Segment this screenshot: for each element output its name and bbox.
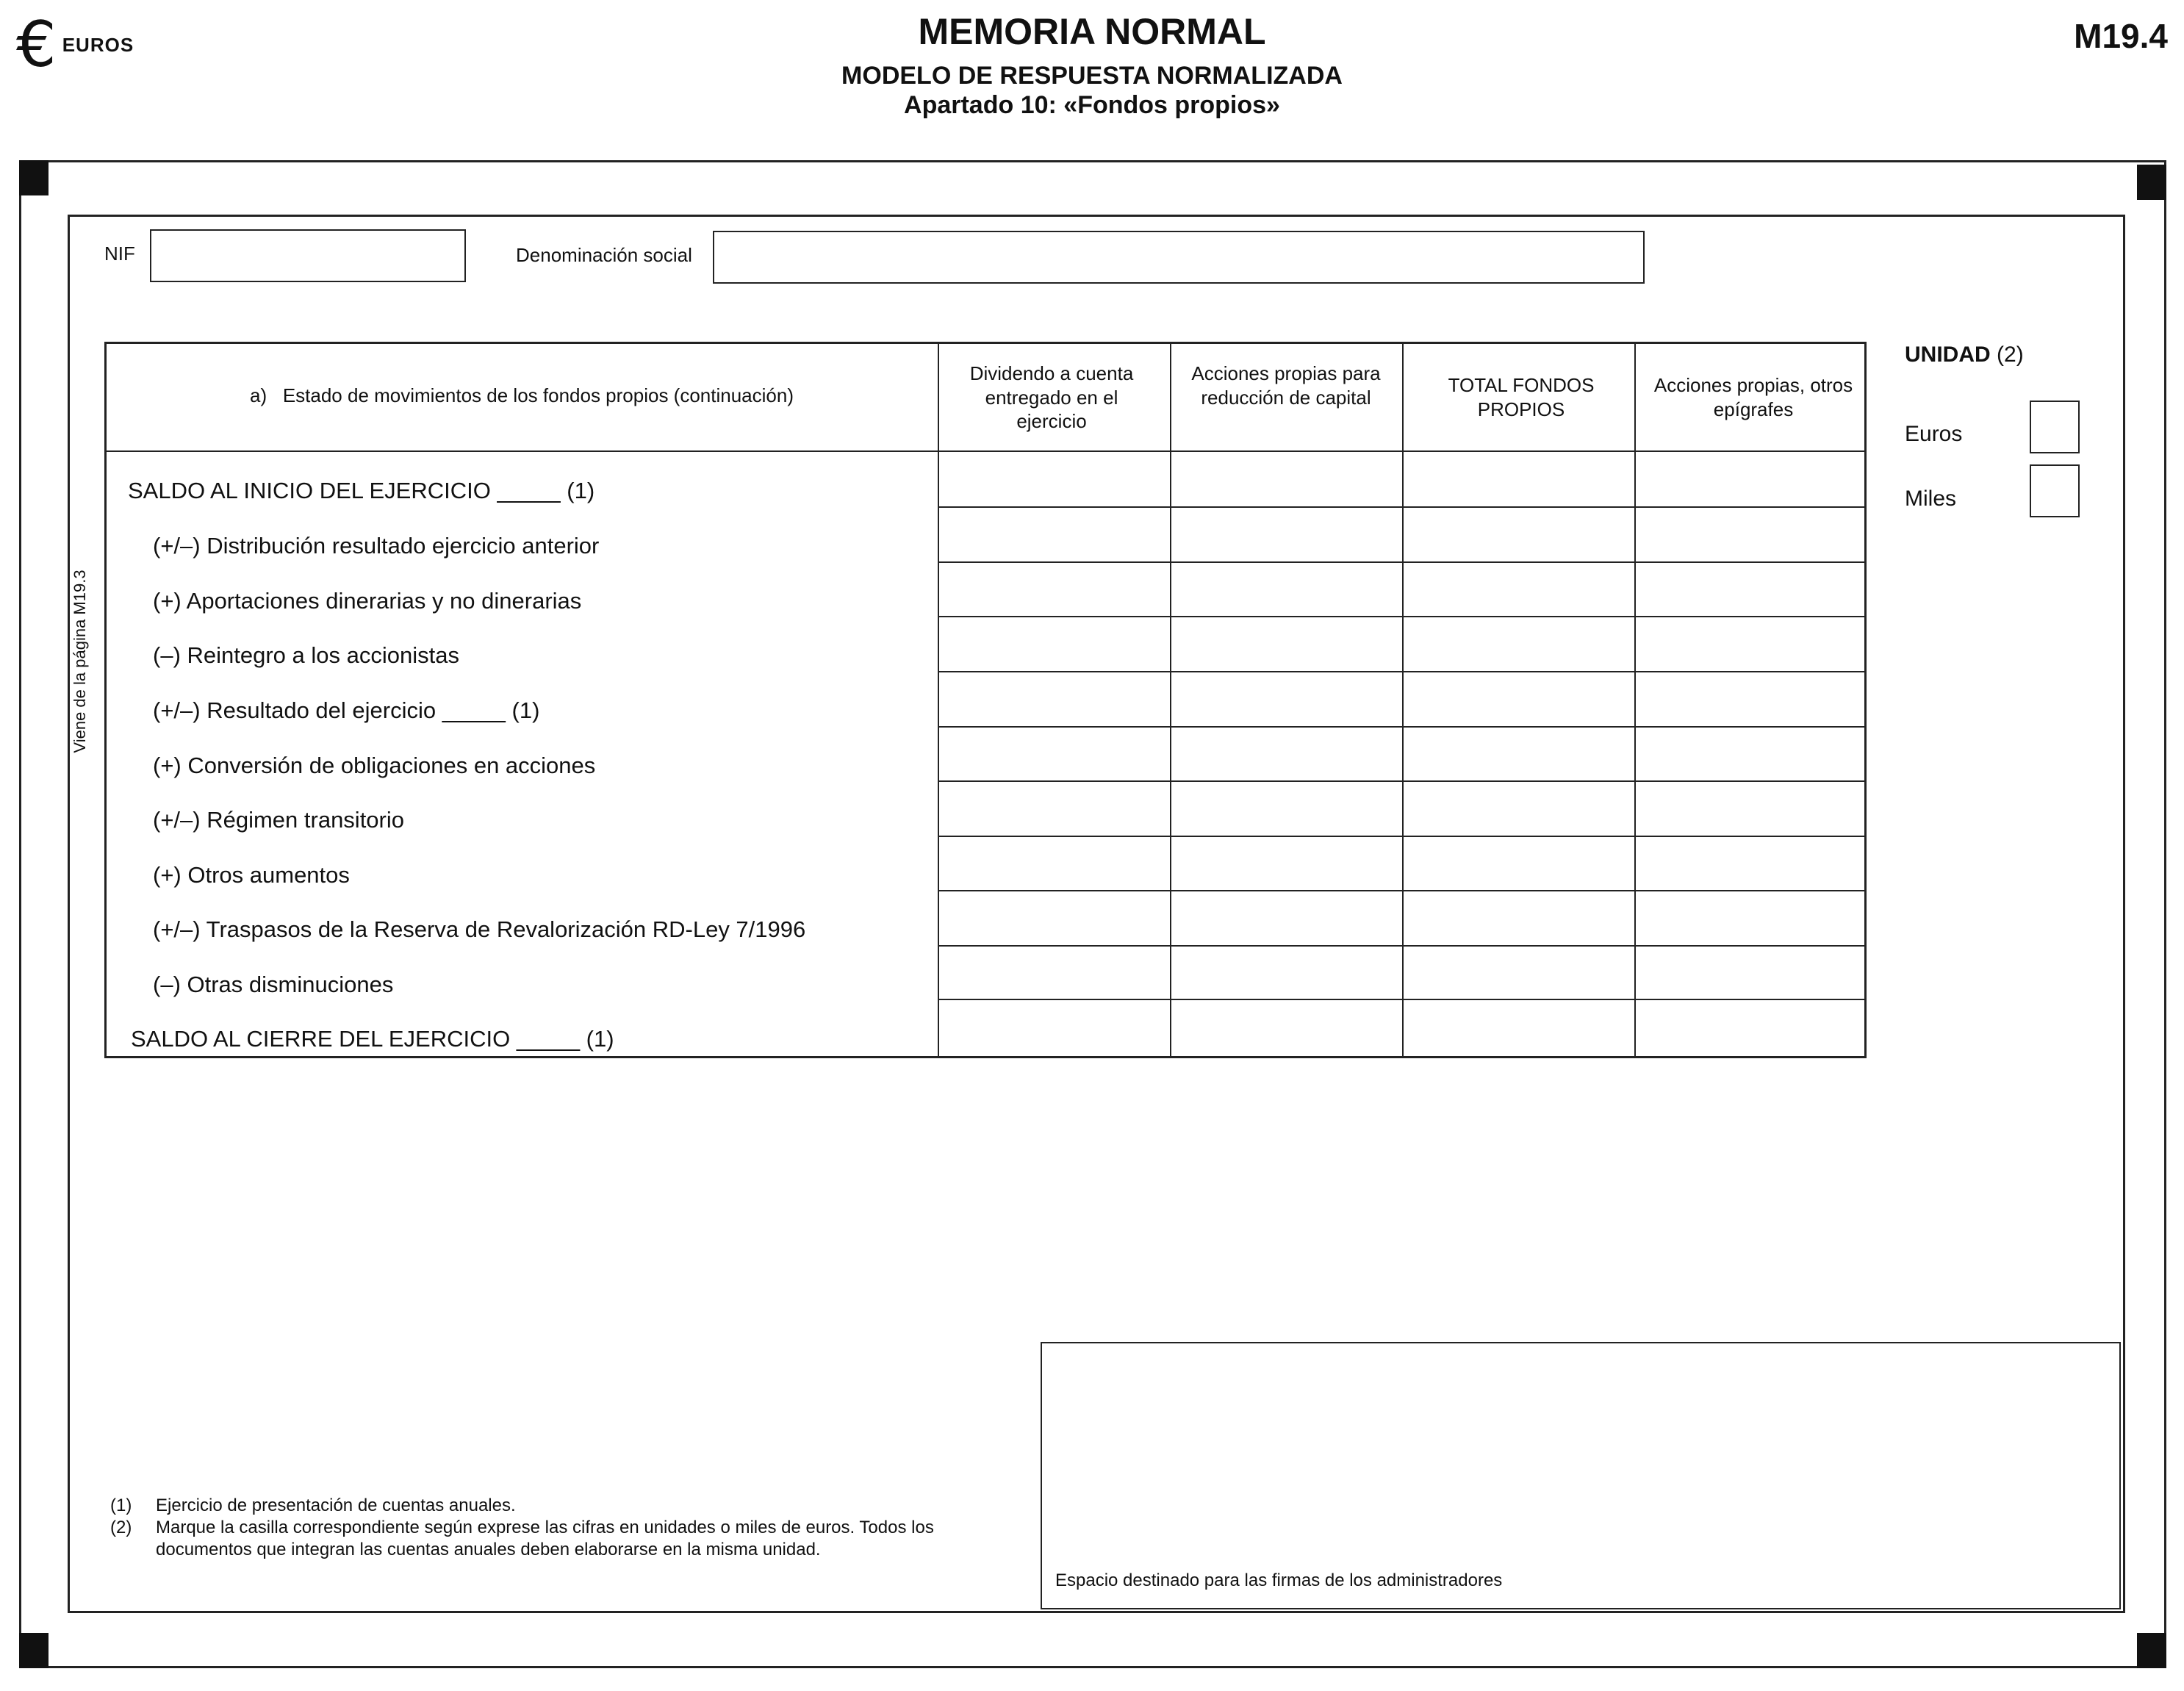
registration-mark-top-left xyxy=(19,160,49,195)
column-divider xyxy=(1170,342,1171,1058)
row-label-resultado: (+/–) Resultado del ejercicio _____ (1) xyxy=(153,697,540,723)
row-divider xyxy=(938,945,1867,947)
row-label-saldo-inicio: SALDO AL INICIO DEL EJERCICIO _____ (1) xyxy=(128,478,595,503)
row-divider xyxy=(938,890,1867,891)
row-divider xyxy=(938,506,1867,508)
row-label-reintegro: (–) Reintegro a los accionistas xyxy=(153,642,459,668)
footnote-item xyxy=(110,1517,1014,1561)
header-separator xyxy=(104,450,1867,452)
column-divider xyxy=(1634,342,1636,1058)
row-label-saldo-cierre: SALDO AL CIERRE DEL EJERCICIO _____ (1) xyxy=(131,1026,614,1052)
column-divider xyxy=(938,342,939,1058)
euros-checkbox[interactable] xyxy=(2030,401,2080,453)
row-divider xyxy=(938,780,1867,782)
footnote-text: Marque la casilla correspondiente según exprese las cifras en unidades o miles de euros. Todos los documentos que integran las cuentas anuales deben elaborarse en la misma unidad. xyxy=(156,1518,934,1559)
row-label-otras-disminuciones: (–) Otras disminuciones xyxy=(153,972,394,997)
form-subtitle: MODELO DE RESPUESTA NORMALIZADA xyxy=(841,62,1343,90)
unidad-label: UNIDAD xyxy=(1905,342,1991,367)
row-divider xyxy=(938,726,1867,728)
unit-option-miles: Miles xyxy=(1905,487,1957,511)
page-code: M19.4 xyxy=(2074,17,2168,55)
registration-mark-top-right xyxy=(2137,165,2166,200)
nif-field[interactable] xyxy=(150,229,466,282)
row-divider xyxy=(938,561,1867,563)
column-header-acciones-otros: Acciones propias, otros epígrafes xyxy=(1653,374,1853,420)
nif-label: NIF xyxy=(104,243,135,265)
denominacion-field[interactable] xyxy=(713,231,1645,284)
registration-mark-bottom-left xyxy=(19,1633,49,1668)
form-title: MEMORIA NORMAL xyxy=(918,11,1266,52)
registration-mark-bottom-right xyxy=(2137,1633,2166,1668)
signature-label: Espacio destinado para las firmas de los administradores xyxy=(1055,1570,1503,1590)
column-header-acciones-reduccion: Acciones propias para reducción de capital xyxy=(1191,362,1381,409)
row-divider xyxy=(938,671,1867,672)
footnote-text: Ejercicio de presentación de cuentas anuales. xyxy=(156,1496,516,1515)
unidad-note-ref: (2) xyxy=(1997,342,2024,367)
miles-checkbox[interactable] xyxy=(2030,464,2080,517)
signature-area[interactable] xyxy=(1041,1342,2121,1609)
column-divider xyxy=(1402,342,1404,1058)
row-label-traspasos: (+/–) Traspasos de la Reserva de Revalorización RD-Ley 7/1996 xyxy=(153,916,806,942)
row-label-aportaciones: (+) Aportaciones dinerarias y no dinerarias xyxy=(153,588,582,614)
column-header-total: TOTAL FONDOS PROPIOS xyxy=(1448,374,1595,420)
form-section: Apartado 10: «Fondos propios» xyxy=(904,91,1280,119)
unit-option-euros: Euros xyxy=(1905,422,1963,446)
row-divider xyxy=(938,836,1867,837)
footnote-number: (2) xyxy=(110,1518,132,1537)
unidad-heading xyxy=(1905,342,2024,367)
side-note: Viene de la página M19.3 xyxy=(71,570,89,753)
footnotes xyxy=(110,1495,1014,1561)
table-title-prefix: a) xyxy=(250,384,267,406)
row-label-regimen: (+/–) Régimen transitorio xyxy=(153,807,404,833)
currency-label: EUROS xyxy=(62,33,134,56)
row-label-conversion: (+) Conversión de obligaciones en acciones xyxy=(153,753,596,778)
footnote-number: (1) xyxy=(110,1496,132,1515)
table-title-text: Estado de movimientos de los fondos propios (continuación) xyxy=(282,384,794,406)
row-label-distribucion: (+/–) Distribución resultado ejercicio anterior xyxy=(153,533,600,559)
footnote-item xyxy=(110,1495,1014,1517)
column-header-dividendo: Dividendo a cuenta entregado en el ejercicio xyxy=(969,362,1134,432)
denominacion-label: Denominación social xyxy=(516,244,692,266)
row-divider xyxy=(938,616,1867,617)
table-title xyxy=(110,384,933,408)
row-label-otros-aumentos: (+) Otros aumentos xyxy=(153,862,350,888)
row-divider xyxy=(938,999,1867,1000)
euro-icon: € xyxy=(16,8,57,82)
